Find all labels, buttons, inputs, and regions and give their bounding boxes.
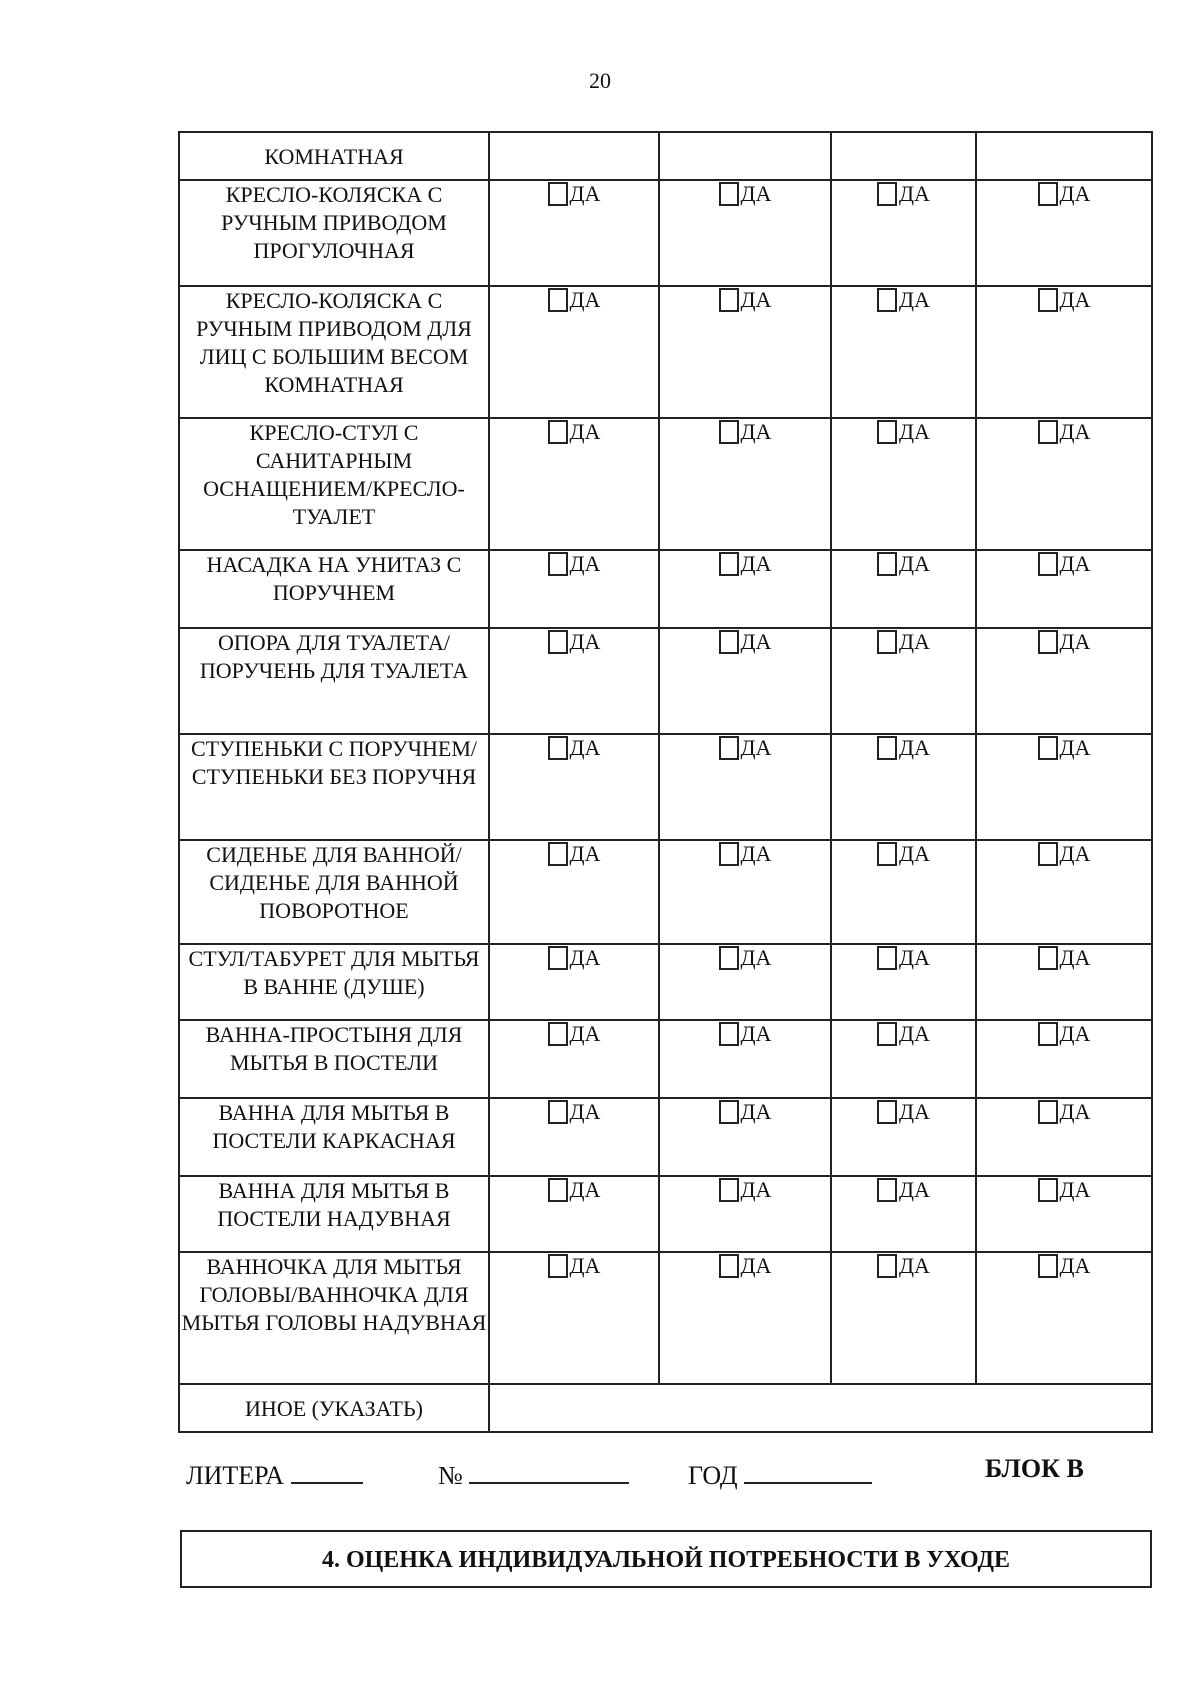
checkbox[interactable] xyxy=(1038,630,1058,654)
checkbox[interactable] xyxy=(548,552,568,576)
checkbox[interactable] xyxy=(719,736,739,760)
checkbox-cell xyxy=(489,734,659,840)
table-row xyxy=(179,734,1152,840)
row-label: ОПОРА ДЛЯ ТУАЛЕТА/ПОРУЧЕНЬ ДЛЯ ТУАЛЕТА xyxy=(179,628,489,734)
table-row xyxy=(179,132,1152,180)
checkbox[interactable] xyxy=(1038,946,1058,970)
checkbox-label: ДА xyxy=(740,419,772,444)
checkbox-cell xyxy=(976,1020,1152,1098)
checkbox-label: ДА xyxy=(740,287,772,312)
checkbox-label: ДА xyxy=(569,735,601,760)
equipment-table xyxy=(178,131,1153,1433)
checkbox-label: ДА xyxy=(569,1253,601,1278)
checkbox[interactable] xyxy=(548,1100,568,1124)
checkbox-cell xyxy=(976,286,1152,418)
checkbox[interactable] xyxy=(548,842,568,866)
checkbox[interactable] xyxy=(719,842,739,866)
table-row xyxy=(179,1384,1152,1432)
checkbox[interactable] xyxy=(719,1254,739,1278)
checkbox-label: ДА xyxy=(1059,419,1091,444)
checkbox[interactable] xyxy=(877,1254,897,1278)
row-label: КРЕСЛО-КОЛЯСКА С РУЧНЫМ ПРИВОДОМ ДЛЯ ЛИЦ С БОЛЬШИМ ВЕСОМ КОМНАТНАЯ xyxy=(179,286,489,418)
checkbox[interactable] xyxy=(877,182,897,206)
checkbox[interactable] xyxy=(877,1022,897,1046)
checkbox[interactable] xyxy=(877,1100,897,1124)
checkbox[interactable] xyxy=(719,1022,739,1046)
checkbox-cell xyxy=(659,180,831,286)
checkbox-cell xyxy=(489,1098,659,1176)
table-row xyxy=(179,1098,1152,1176)
checkbox-cell xyxy=(489,550,659,628)
checkbox-label: ДА xyxy=(899,1177,930,1202)
table-row xyxy=(179,944,1152,1020)
checkbox-label: ДА xyxy=(1059,1099,1091,1124)
checkbox[interactable] xyxy=(719,1178,739,1202)
checkbox-cell xyxy=(831,734,976,840)
checkbox-label: ДА xyxy=(1059,945,1091,970)
checkbox[interactable] xyxy=(548,736,568,760)
checkbox-label: ДА xyxy=(899,629,930,654)
checkbox-cell xyxy=(976,1252,1152,1384)
checkbox-cell xyxy=(659,550,831,628)
checkbox-cell xyxy=(976,418,1152,550)
checkbox-cell xyxy=(489,418,659,550)
checkbox-label: ДА xyxy=(569,841,601,866)
checkbox-cell xyxy=(659,840,831,944)
checkbox-label: ДА xyxy=(569,629,601,654)
table-row xyxy=(179,1020,1152,1098)
checkbox[interactable] xyxy=(548,946,568,970)
checkbox-label: ДА xyxy=(899,1099,930,1124)
checkbox[interactable] xyxy=(719,288,739,312)
checkbox-cell xyxy=(659,1176,831,1252)
checkbox-label: ДА xyxy=(1059,551,1091,576)
checkbox-cell xyxy=(489,286,659,418)
checkbox[interactable] xyxy=(719,182,739,206)
checkbox-cell xyxy=(831,550,976,628)
checkbox-cell xyxy=(659,418,831,550)
checkbox[interactable] xyxy=(719,630,739,654)
checkbox-cell xyxy=(489,180,659,286)
checkbox-label: ДА xyxy=(569,945,601,970)
checkbox[interactable] xyxy=(877,946,897,970)
checkbox[interactable] xyxy=(719,946,739,970)
checkbox-cell xyxy=(976,840,1152,944)
checkbox-cell xyxy=(659,734,831,840)
checkbox-label: ДА xyxy=(899,945,930,970)
checkbox[interactable] xyxy=(719,552,739,576)
checkbox-cell xyxy=(659,1020,831,1098)
checkbox-label: ДА xyxy=(569,551,601,576)
year-label: ГОД xyxy=(688,1461,738,1490)
section-title: 4. ОЦЕНКА ИНДИВИДУАЛЬНОЙ ПОТРЕБНОСТИ В УХОДЕ xyxy=(180,1530,1152,1588)
checkbox[interactable] xyxy=(1038,1254,1058,1278)
table-row xyxy=(179,1252,1152,1384)
checkbox[interactable] xyxy=(877,288,897,312)
table-row xyxy=(179,550,1152,628)
empty-cell xyxy=(489,132,659,180)
checkbox-cell xyxy=(831,1020,976,1098)
checkbox[interactable] xyxy=(548,288,568,312)
table-row xyxy=(179,418,1152,550)
checkbox-label: ДА xyxy=(740,181,772,206)
checkbox[interactable] xyxy=(1038,420,1058,444)
checkbox-label: ДА xyxy=(1059,841,1091,866)
checkbox-label: ДА xyxy=(569,1177,601,1202)
checkbox-label: ДА xyxy=(740,1177,772,1202)
row-label: КРЕСЛО-КОЛЯСКА С РУЧНЫМ ПРИВОДОМ ПРОГУЛОЧНАЯ xyxy=(179,180,489,286)
checkbox[interactable] xyxy=(548,420,568,444)
checkbox-cell xyxy=(489,1176,659,1252)
checkbox-label: ДА xyxy=(899,841,930,866)
checkbox[interactable] xyxy=(548,1022,568,1046)
checkbox-cell xyxy=(489,944,659,1020)
checkbox-cell xyxy=(976,944,1152,1020)
checkbox-cell xyxy=(976,1176,1152,1252)
litera-label: ЛИТЕРА xyxy=(186,1461,285,1490)
checkbox-label: ДА xyxy=(899,1021,930,1046)
checkbox-cell xyxy=(976,1098,1152,1176)
checkbox-label: ДА xyxy=(899,1253,930,1278)
row-label: СИДЕНЬЕ ДЛЯ ВАННОЙ/СИДЕНЬЕ ДЛЯ ВАННОЙ ПОВОРОТНОЕ xyxy=(179,840,489,944)
checkbox[interactable] xyxy=(877,630,897,654)
block-label: БЛОК В xyxy=(985,1454,1084,1483)
checkbox-cell xyxy=(831,944,976,1020)
row-label: ВАННА-ПРОСТЫНЯ ДЛЯ МЫТЬЯ В ПОСТЕЛИ xyxy=(179,1020,489,1098)
checkbox-cell xyxy=(659,944,831,1020)
empty-cell xyxy=(976,132,1152,180)
other-specify-field[interactable] xyxy=(489,1384,1152,1432)
checkbox-label: ДА xyxy=(569,287,601,312)
checkbox-label: ДА xyxy=(899,551,930,576)
checkbox-label: ДА xyxy=(740,735,772,760)
number-field xyxy=(438,1458,629,1491)
table-row xyxy=(179,1176,1152,1252)
checkbox-cell xyxy=(659,1098,831,1176)
checkbox-cell xyxy=(489,1252,659,1384)
checkbox[interactable] xyxy=(548,1178,568,1202)
checkbox-cell xyxy=(976,628,1152,734)
checkbox[interactable] xyxy=(1038,1178,1058,1202)
checkbox-cell xyxy=(831,1252,976,1384)
checkbox-cell xyxy=(659,628,831,734)
checkbox[interactable] xyxy=(548,630,568,654)
checkbox-label: ДА xyxy=(1059,1253,1091,1278)
checkbox-cell xyxy=(659,286,831,418)
table-row xyxy=(179,840,1152,944)
checkbox-label: ДА xyxy=(740,1099,772,1124)
row-label: КОМНАТНАЯ xyxy=(179,132,489,180)
empty-cell xyxy=(659,132,831,180)
checkbox[interactable] xyxy=(1038,552,1058,576)
checkbox-label: ДА xyxy=(1059,629,1091,654)
checkbox[interactable] xyxy=(877,842,897,866)
checkbox-cell xyxy=(976,734,1152,840)
litera-blank[interactable] xyxy=(291,1458,363,1484)
checkbox-cell xyxy=(976,550,1152,628)
number-label: № xyxy=(438,1461,463,1490)
checkbox[interactable] xyxy=(719,420,739,444)
table-row xyxy=(179,286,1152,418)
table-row xyxy=(179,628,1152,734)
checkbox[interactable] xyxy=(877,1178,897,1202)
row-label: КРЕСЛО-СТУЛ С САНИТАРНЫМ ОСНАЩЕНИЕМ/КРЕСЛО-ТУАЛЕТ xyxy=(179,418,489,550)
checkbox[interactable] xyxy=(1038,1022,1058,1046)
checkbox-label: ДА xyxy=(1059,735,1091,760)
checkbox[interactable] xyxy=(1038,842,1058,866)
checkbox-label: ДА xyxy=(1059,1021,1091,1046)
checkbox-cell xyxy=(831,628,976,734)
checkbox-label: ДА xyxy=(569,181,601,206)
checkbox-label: ДА xyxy=(569,1099,601,1124)
checkbox-cell xyxy=(831,418,976,550)
checkbox-cell xyxy=(831,840,976,944)
checkbox-label: ДА xyxy=(569,1021,601,1046)
checkbox[interactable] xyxy=(1038,736,1058,760)
checkbox-label: ДА xyxy=(899,419,930,444)
checkbox-label: ДА xyxy=(740,945,772,970)
checkbox-label: ДА xyxy=(1059,181,1091,206)
litera-field xyxy=(186,1458,363,1491)
checkbox[interactable] xyxy=(1038,182,1058,206)
table-row xyxy=(179,180,1152,286)
checkbox-cell xyxy=(659,1252,831,1384)
number-blank[interactable] xyxy=(469,1458,629,1484)
row-label: НАСАДКА НА УНИТАЗ С ПОРУЧНЕМ xyxy=(179,550,489,628)
checkbox-label: ДА xyxy=(1059,287,1091,312)
checkbox[interactable] xyxy=(548,182,568,206)
checkbox-cell xyxy=(831,1176,976,1252)
checkbox-label: ДА xyxy=(740,551,772,576)
checkbox[interactable] xyxy=(548,1254,568,1278)
row-label: ВАННА ДЛЯ МЫТЬЯ В ПОСТЕЛИ КАРКАСНАЯ xyxy=(179,1098,489,1176)
row-label: ВАННОЧКА ДЛЯ МЫТЬЯ ГОЛОВЫ/ВАННОЧКА ДЛЯ МЫТЬЯ ГОЛОВЫ НАДУВНАЯ xyxy=(179,1252,489,1384)
empty-cell xyxy=(831,132,976,180)
checkbox-cell xyxy=(831,286,976,418)
checkbox-label: ДА xyxy=(899,181,930,206)
checkbox-cell xyxy=(831,180,976,286)
row-label: ИНОЕ (УКАЗАТЬ) xyxy=(179,1384,489,1432)
checkbox-label: ДА xyxy=(740,629,772,654)
checkbox-cell xyxy=(489,840,659,944)
checkbox-label: ДА xyxy=(569,419,601,444)
row-label: СТУПЕНЬКИ С ПОРУЧНЕМ/СТУПЕНЬКИ БЕЗ ПОРУЧНЯ xyxy=(179,734,489,840)
checkbox[interactable] xyxy=(719,1100,739,1124)
checkbox-label: ДА xyxy=(740,1021,772,1046)
checkbox[interactable] xyxy=(1038,288,1058,312)
year-blank[interactable] xyxy=(744,1458,872,1484)
checkbox-label: ДА xyxy=(899,735,930,760)
checkbox[interactable] xyxy=(877,736,897,760)
row-label: СТУЛ/ТАБУРЕТ ДЛЯ МЫТЬЯ В ВАННЕ (ДУШЕ) xyxy=(179,944,489,1020)
checkbox-cell xyxy=(489,628,659,734)
checkbox-label: ДА xyxy=(1059,1177,1091,1202)
checkbox[interactable] xyxy=(877,552,897,576)
checkbox-cell xyxy=(976,180,1152,286)
checkbox-label: ДА xyxy=(899,287,930,312)
year-field xyxy=(688,1458,872,1491)
checkbox-cell xyxy=(831,1098,976,1176)
checkbox[interactable] xyxy=(877,420,897,444)
checkbox[interactable] xyxy=(1038,1100,1058,1124)
checkbox-label: ДА xyxy=(740,841,772,866)
page-number: 20 xyxy=(589,68,611,93)
checkbox-cell xyxy=(489,1020,659,1098)
checkbox-label: ДА xyxy=(740,1253,772,1278)
row-label: ВАННА ДЛЯ МЫТЬЯ В ПОСТЕЛИ НАДУВНАЯ xyxy=(179,1176,489,1252)
